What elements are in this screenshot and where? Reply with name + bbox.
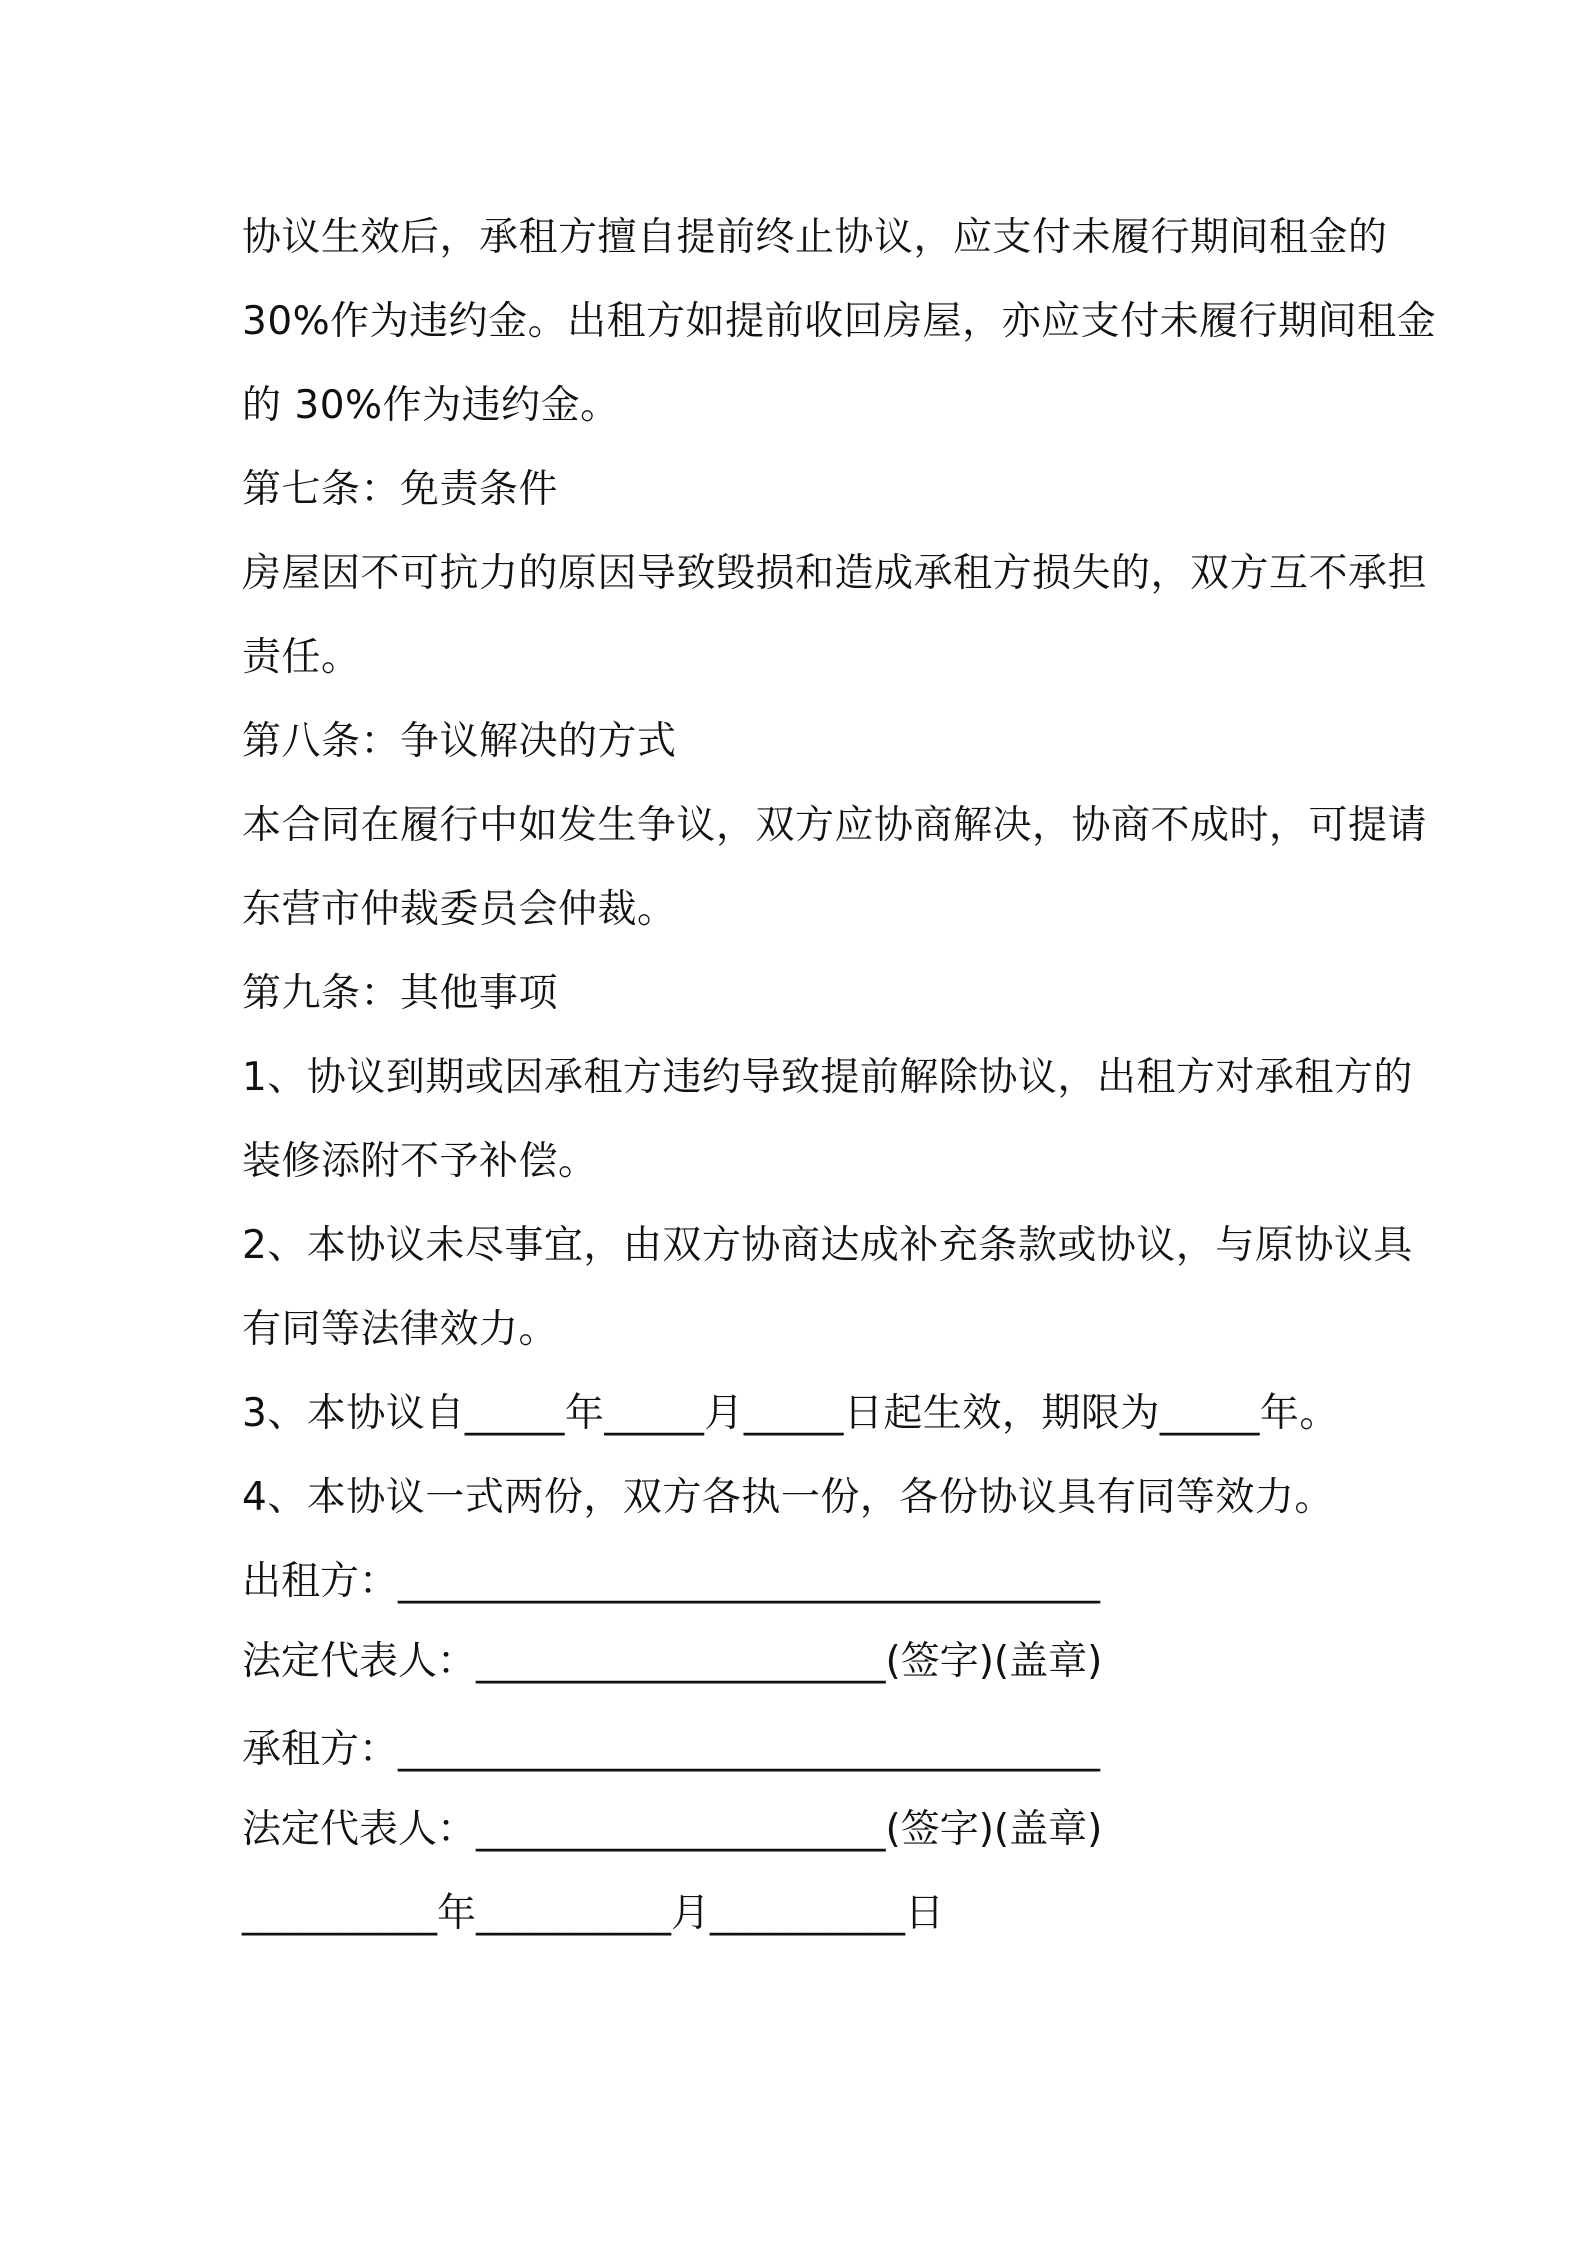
lessee-representative-line: 法定代表人：_____________________(签字)(盖章) [242, 1807, 1103, 1852]
signature-block [242, 1542, 1362, 1956]
paragraph-line: 30%作为违约金。出租方如提前收回房屋，亦应支付未履行期间租金 [242, 299, 1437, 344]
list-item: 2、本协议未尽事宜，由双方协商达成补充条款或协议，与原协议具 [242, 1223, 1413, 1268]
paragraph-line: 本合同在履行中如发生争议，双方应协商解决，协商不成时，可提请 [242, 803, 1428, 848]
paragraph-line: 房屋因不可抗力的原因导致毁损和造成承租方损失的，双方互不承担 [242, 551, 1428, 596]
lessor-signature-line: 出租方：____________________________________ [242, 1559, 1101, 1604]
lessee-signature-line: 承租方：____________________________________ [242, 1727, 1101, 1772]
section-heading-article-7: 第七条：免责条件 [242, 467, 559, 512]
section-heading-article-9: 第九条：其他事项 [242, 971, 559, 1016]
list-item: 3、本协议自_____年_____月_____日起生效，期限为_____年。 [242, 1391, 1339, 1436]
document-body [242, 196, 1437, 1956]
list-item-continued: 有同等法律效力。 [242, 1307, 559, 1352]
list-item-continued: 装修添附不予补偿。 [242, 1139, 598, 1184]
paragraph-line: 责任。 [242, 635, 361, 680]
paragraph-line: 东营市仲裁委员会仲裁。 [242, 887, 677, 932]
section-heading-article-8: 第八条：争议解决的方式 [242, 719, 677, 764]
lessor-representative-line: 法定代表人：_____________________(签字)(盖章) [242, 1639, 1103, 1684]
list-item: 1、协议到期或因承租方违约导致提前解除协议，出租方对承租方的 [242, 1055, 1413, 1100]
paragraph-line: 协议生效后，承租方擅自提前终止协议，应支付未履行期间租金的 [242, 215, 1388, 260]
list-item: 4、本协议一式两份，双方各执一份，各份协议具有同等效力。 [242, 1475, 1334, 1520]
signature-date-line: __________年__________月__________日 [242, 1891, 944, 1936]
paragraph-line: 的 30%作为违约金。 [242, 383, 620, 428]
